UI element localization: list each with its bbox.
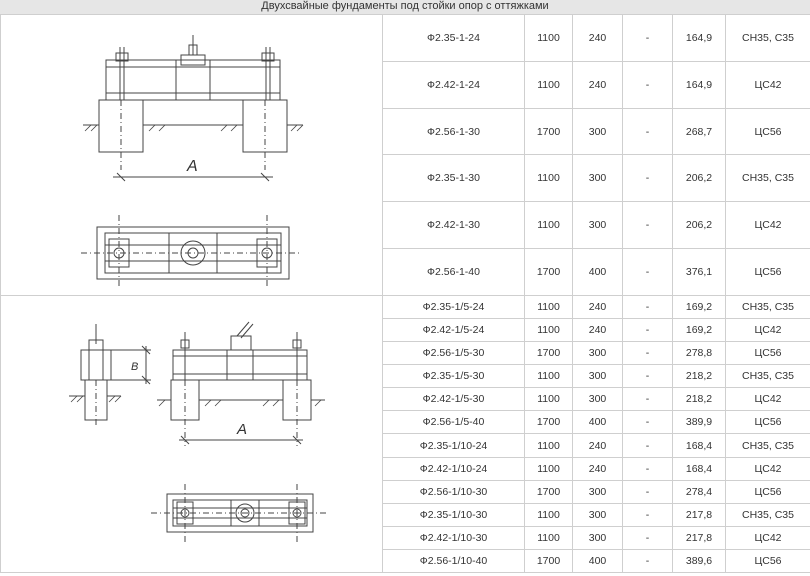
cell-support: СН35, С35 xyxy=(726,155,810,202)
cell-c2: 300 xyxy=(573,388,623,411)
side-dimension-label: В xyxy=(131,361,139,373)
cell-mark: Ф2.35-1/10-24 xyxy=(383,434,525,457)
cell-support: ЦС56 xyxy=(726,342,810,365)
cell-c1: 1100 xyxy=(525,457,573,480)
cell-c3: - xyxy=(623,155,673,202)
cell-c1: 1100 xyxy=(525,202,573,249)
cell-c2: 240 xyxy=(573,296,623,319)
cell-c2: 300 xyxy=(573,526,623,549)
cell-c3: - xyxy=(623,15,673,62)
cell-c2: 300 xyxy=(573,202,623,249)
cell-support: ЦС56 xyxy=(726,411,810,434)
cell-mass: 389,9 xyxy=(673,411,726,434)
cell-c3: - xyxy=(623,411,673,434)
cell-c2: 400 xyxy=(573,249,623,296)
cell-mark: Ф2.56-1-30 xyxy=(383,108,525,155)
cell-c1: 1100 xyxy=(525,434,573,457)
cell-c3: - xyxy=(623,388,673,411)
cell-c1: 1100 xyxy=(525,155,573,202)
cell-c1: 1100 xyxy=(525,365,573,388)
cell-support: ЦС56 xyxy=(726,249,810,296)
cell-c2: 240 xyxy=(573,61,623,108)
cell-mass: 217,8 xyxy=(673,526,726,549)
cell-c1: 1700 xyxy=(525,249,573,296)
cell-mark: Ф2.35-1-30 xyxy=(383,155,525,202)
cell-c3: - xyxy=(623,342,673,365)
cell-c2: 300 xyxy=(573,155,623,202)
cell-c2: 300 xyxy=(573,503,623,526)
cell-c2: 240 xyxy=(573,319,623,342)
cell-c2: 400 xyxy=(573,411,623,434)
cell-mass: 217,8 xyxy=(673,503,726,526)
cell-mark: Ф2.56-1/10-30 xyxy=(383,480,525,503)
cell-mark: Ф2.35-1/5-30 xyxy=(383,365,525,388)
cell-c1: 1100 xyxy=(525,15,573,62)
cell-support: ЦС42 xyxy=(726,526,810,549)
cell-mark: Ф2.35-1/10-30 xyxy=(383,503,525,526)
cell-support: ЦС42 xyxy=(726,61,810,108)
cell-mass: 168,4 xyxy=(673,434,726,457)
cell-c3: - xyxy=(623,108,673,155)
table-row xyxy=(1,296,810,319)
foundation-drawing-1 xyxy=(1,15,383,295)
cell-c3: - xyxy=(623,296,673,319)
cell-c1: 1700 xyxy=(525,411,573,434)
cell-c3: - xyxy=(623,480,673,503)
cell-support: СН35, С35 xyxy=(726,296,810,319)
cell-support: ЦС42 xyxy=(726,319,810,342)
cell-mark: Ф2.56-1/5-30 xyxy=(383,342,525,365)
cell-mark: Ф2.56-1-40 xyxy=(383,249,525,296)
cell-c1: 1100 xyxy=(525,296,573,319)
cell-mass: 218,2 xyxy=(673,365,726,388)
cell-c3: - xyxy=(623,365,673,388)
cell-support: СН35, С35 xyxy=(726,15,810,62)
cell-mass: 218,2 xyxy=(673,388,726,411)
cell-support: СН35, С35 xyxy=(726,434,810,457)
cell-c1: 1700 xyxy=(525,480,573,503)
cell-mass: 206,2 xyxy=(673,202,726,249)
cell-c2: 300 xyxy=(573,365,623,388)
cell-c2: 400 xyxy=(573,549,623,572)
table-row xyxy=(1,15,810,62)
cell-mark: Ф2.42-1/10-30 xyxy=(383,526,525,549)
cell-mass: 164,9 xyxy=(673,15,726,62)
cell-mass: 169,2 xyxy=(673,319,726,342)
cell-c2: 300 xyxy=(573,108,623,155)
cell-support: ЦС56 xyxy=(726,549,810,572)
cell-mass: 389,6 xyxy=(673,549,726,572)
drawing-variant-1 xyxy=(1,15,383,296)
cell-mark: Ф2.42-1-30 xyxy=(383,202,525,249)
cell-c1: 1100 xyxy=(525,526,573,549)
cell-support: ЦС42 xyxy=(726,457,810,480)
cell-mass: 278,4 xyxy=(673,480,726,503)
cell-support: ЦС42 xyxy=(726,388,810,411)
cell-c2: 300 xyxy=(573,480,623,503)
cell-support: ЦС56 xyxy=(726,480,810,503)
cell-c1: 1100 xyxy=(525,319,573,342)
cell-c1: 1700 xyxy=(525,342,573,365)
cell-support: СН35, С35 xyxy=(726,503,810,526)
cell-mark: Ф2.42-1/5-24 xyxy=(383,319,525,342)
cell-mass: 206,2 xyxy=(673,155,726,202)
cell-mass: 164,9 xyxy=(673,61,726,108)
cell-mark: Ф2.56-1/5-40 xyxy=(383,411,525,434)
cell-mass: 278,8 xyxy=(673,342,726,365)
dimension-label: A xyxy=(187,158,198,175)
cell-support: ЦС42 xyxy=(726,202,810,249)
cell-mark: Ф2.42-1/5-30 xyxy=(383,388,525,411)
cell-c3: - xyxy=(623,202,673,249)
cell-c1: 1700 xyxy=(525,108,573,155)
side-view-2 xyxy=(69,324,151,426)
cell-mark: Ф2.56-1/10-40 xyxy=(383,549,525,572)
cell-support: СН35, С35 xyxy=(726,365,810,388)
cell-mass: 376,1 xyxy=(673,249,726,296)
foundation-table xyxy=(0,14,810,573)
plan-view-2 xyxy=(151,484,327,542)
plan-view-1 xyxy=(81,215,301,287)
cell-mass: 169,2 xyxy=(673,296,726,319)
cell-c1: 1100 xyxy=(525,503,573,526)
cell-c2: 240 xyxy=(573,434,623,457)
cell-support: ЦС56 xyxy=(726,108,810,155)
cell-mark: Ф2.42-1-24 xyxy=(383,61,525,108)
cell-c3: - xyxy=(623,457,673,480)
cell-c2: 300 xyxy=(573,342,623,365)
cell-c3: - xyxy=(623,249,673,296)
cell-c3: - xyxy=(623,434,673,457)
cell-c3: - xyxy=(623,61,673,108)
foundation-drawing-2 xyxy=(1,296,383,572)
cell-c3: - xyxy=(623,503,673,526)
drawing-variant-2 xyxy=(1,296,383,573)
cell-mass: 268,7 xyxy=(673,108,726,155)
cell-c1: 1100 xyxy=(525,388,573,411)
dimension-label: A xyxy=(237,421,248,438)
cell-mass: 168,4 xyxy=(673,457,726,480)
cell-mark: Ф2.35-1/5-24 xyxy=(383,296,525,319)
cell-c3: - xyxy=(623,526,673,549)
cell-c1: 1700 xyxy=(525,549,573,572)
cell-c3: - xyxy=(623,319,673,342)
cell-mark: Ф2.35-1-24 xyxy=(383,15,525,62)
cell-mark: Ф2.42-1/10-24 xyxy=(383,457,525,480)
cell-c2: 240 xyxy=(573,15,623,62)
cell-c1: 1100 xyxy=(525,61,573,108)
cell-c3: - xyxy=(623,549,673,572)
table-caption: Двухсвайные фундаменты под стойки опор с оттяжками xyxy=(0,0,810,14)
cell-c2: 240 xyxy=(573,457,623,480)
